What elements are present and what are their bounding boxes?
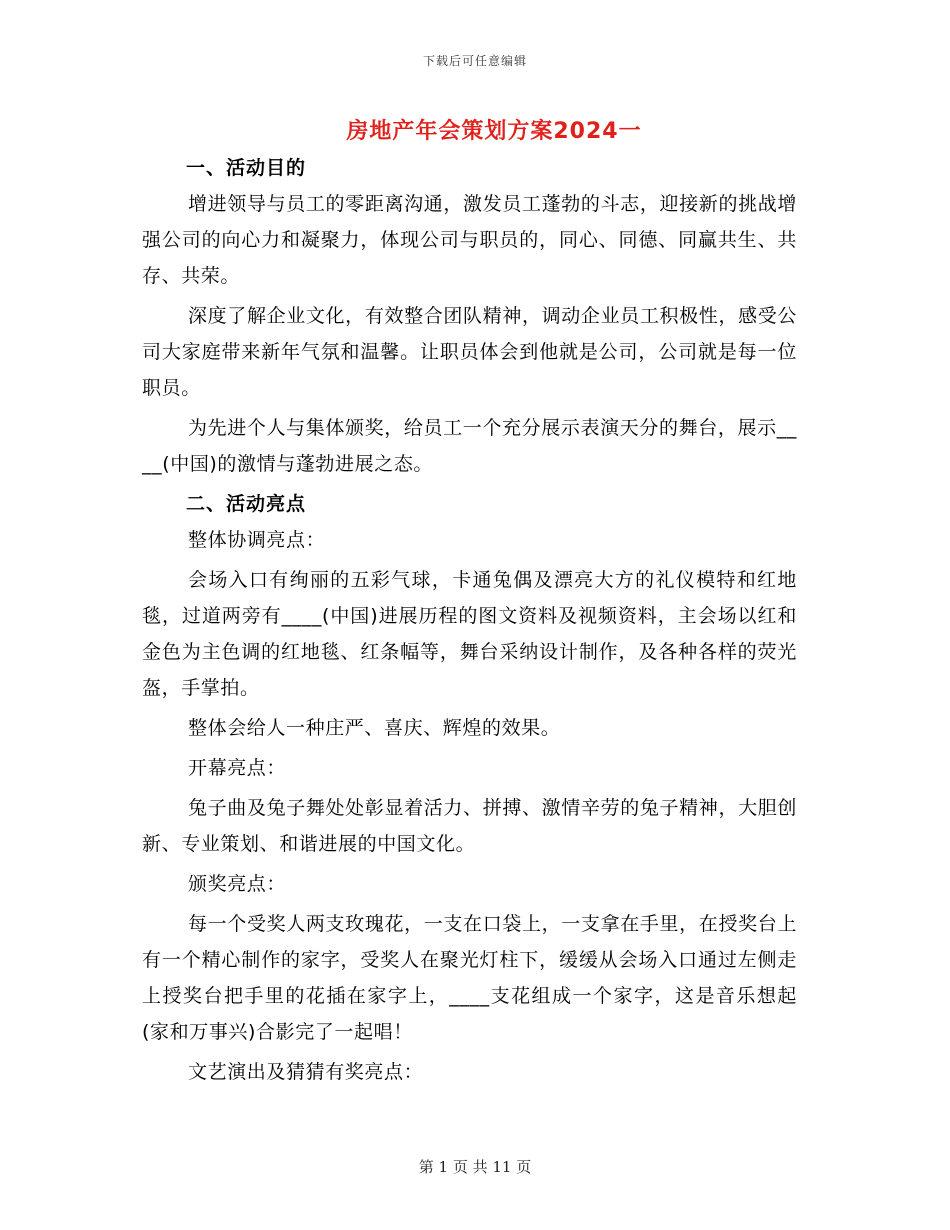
subheading-awards: 颁奖亮点： xyxy=(188,873,287,895)
document-body xyxy=(142,150,797,1094)
document-title: 房地产年会策划方案2024一 xyxy=(346,119,642,144)
section-heading-highlights: 二、活动亮点 xyxy=(186,493,307,515)
paragraph: 为先进个人与集体颁奖，给员工一个充分展示表演天分的舞台，展示____(中国)的激情与蓬勃进展之态。 xyxy=(142,417,797,475)
paragraph: 兔子曲及兔子舞处处彰显着活力、拼搏、激情辛劳的兔子精神，大胆创新、专业策划、和谐进展的中国文化。 xyxy=(142,797,797,855)
paragraph: 整体会给人一种庄严、喜庆、辉煌的效果。 xyxy=(188,717,561,739)
subheading-opening: 开幕亮点： xyxy=(188,757,287,779)
subheading-overall: 整体协调亮点： xyxy=(188,529,326,551)
subheading-performance: 文艺演出及猜猜有奖亮点： xyxy=(188,1061,424,1083)
paragraph: 每一个受奖人两支玫瑰花，一支在口袋上，一支拿在手里，在授奖台上有一个精心制作的家字，受奖人在聚光灯柱下，缓缓从会场入口通过左侧走上授奖台把手里的花插在家字上，____支花组成一个家字，这是音乐想起(家和万事兴)合影完了一起唱！ xyxy=(142,913,797,1043)
paragraph: 增进领导与员工的零距离沟通，激发员工蓬勃的斗志，迎接新的挑战增强公司的向心力和凝聚力，体现公司与职员的，同心、同德、同赢共生、共存、共荣。 xyxy=(142,193,797,287)
section-heading-purpose: 一、活动目的 xyxy=(186,157,307,179)
paragraph: 会场入口有绚丽的五彩气球，卡通兔偶及漂亮大方的礼仪模特和红地毯，过道两旁有____(中国)进展历程的图文资料及视频资料，主会场以红和金色为主色调的红地毯、红条幅等，舞台采纳设计制作，及各种各样的荧光盔，手掌拍。 xyxy=(142,569,797,699)
page-footer: 第 1 页 共 11 页 xyxy=(418,1158,532,1176)
header-note: 下载后可任意编辑 xyxy=(422,54,527,68)
paragraph: 深度了解企业文化，有效整合团队精神，调动企业员工积极性，感受公司大家庭带来新年气氛和温馨。让职员体会到他就是公司，公司就是每一位职员。 xyxy=(142,305,797,399)
